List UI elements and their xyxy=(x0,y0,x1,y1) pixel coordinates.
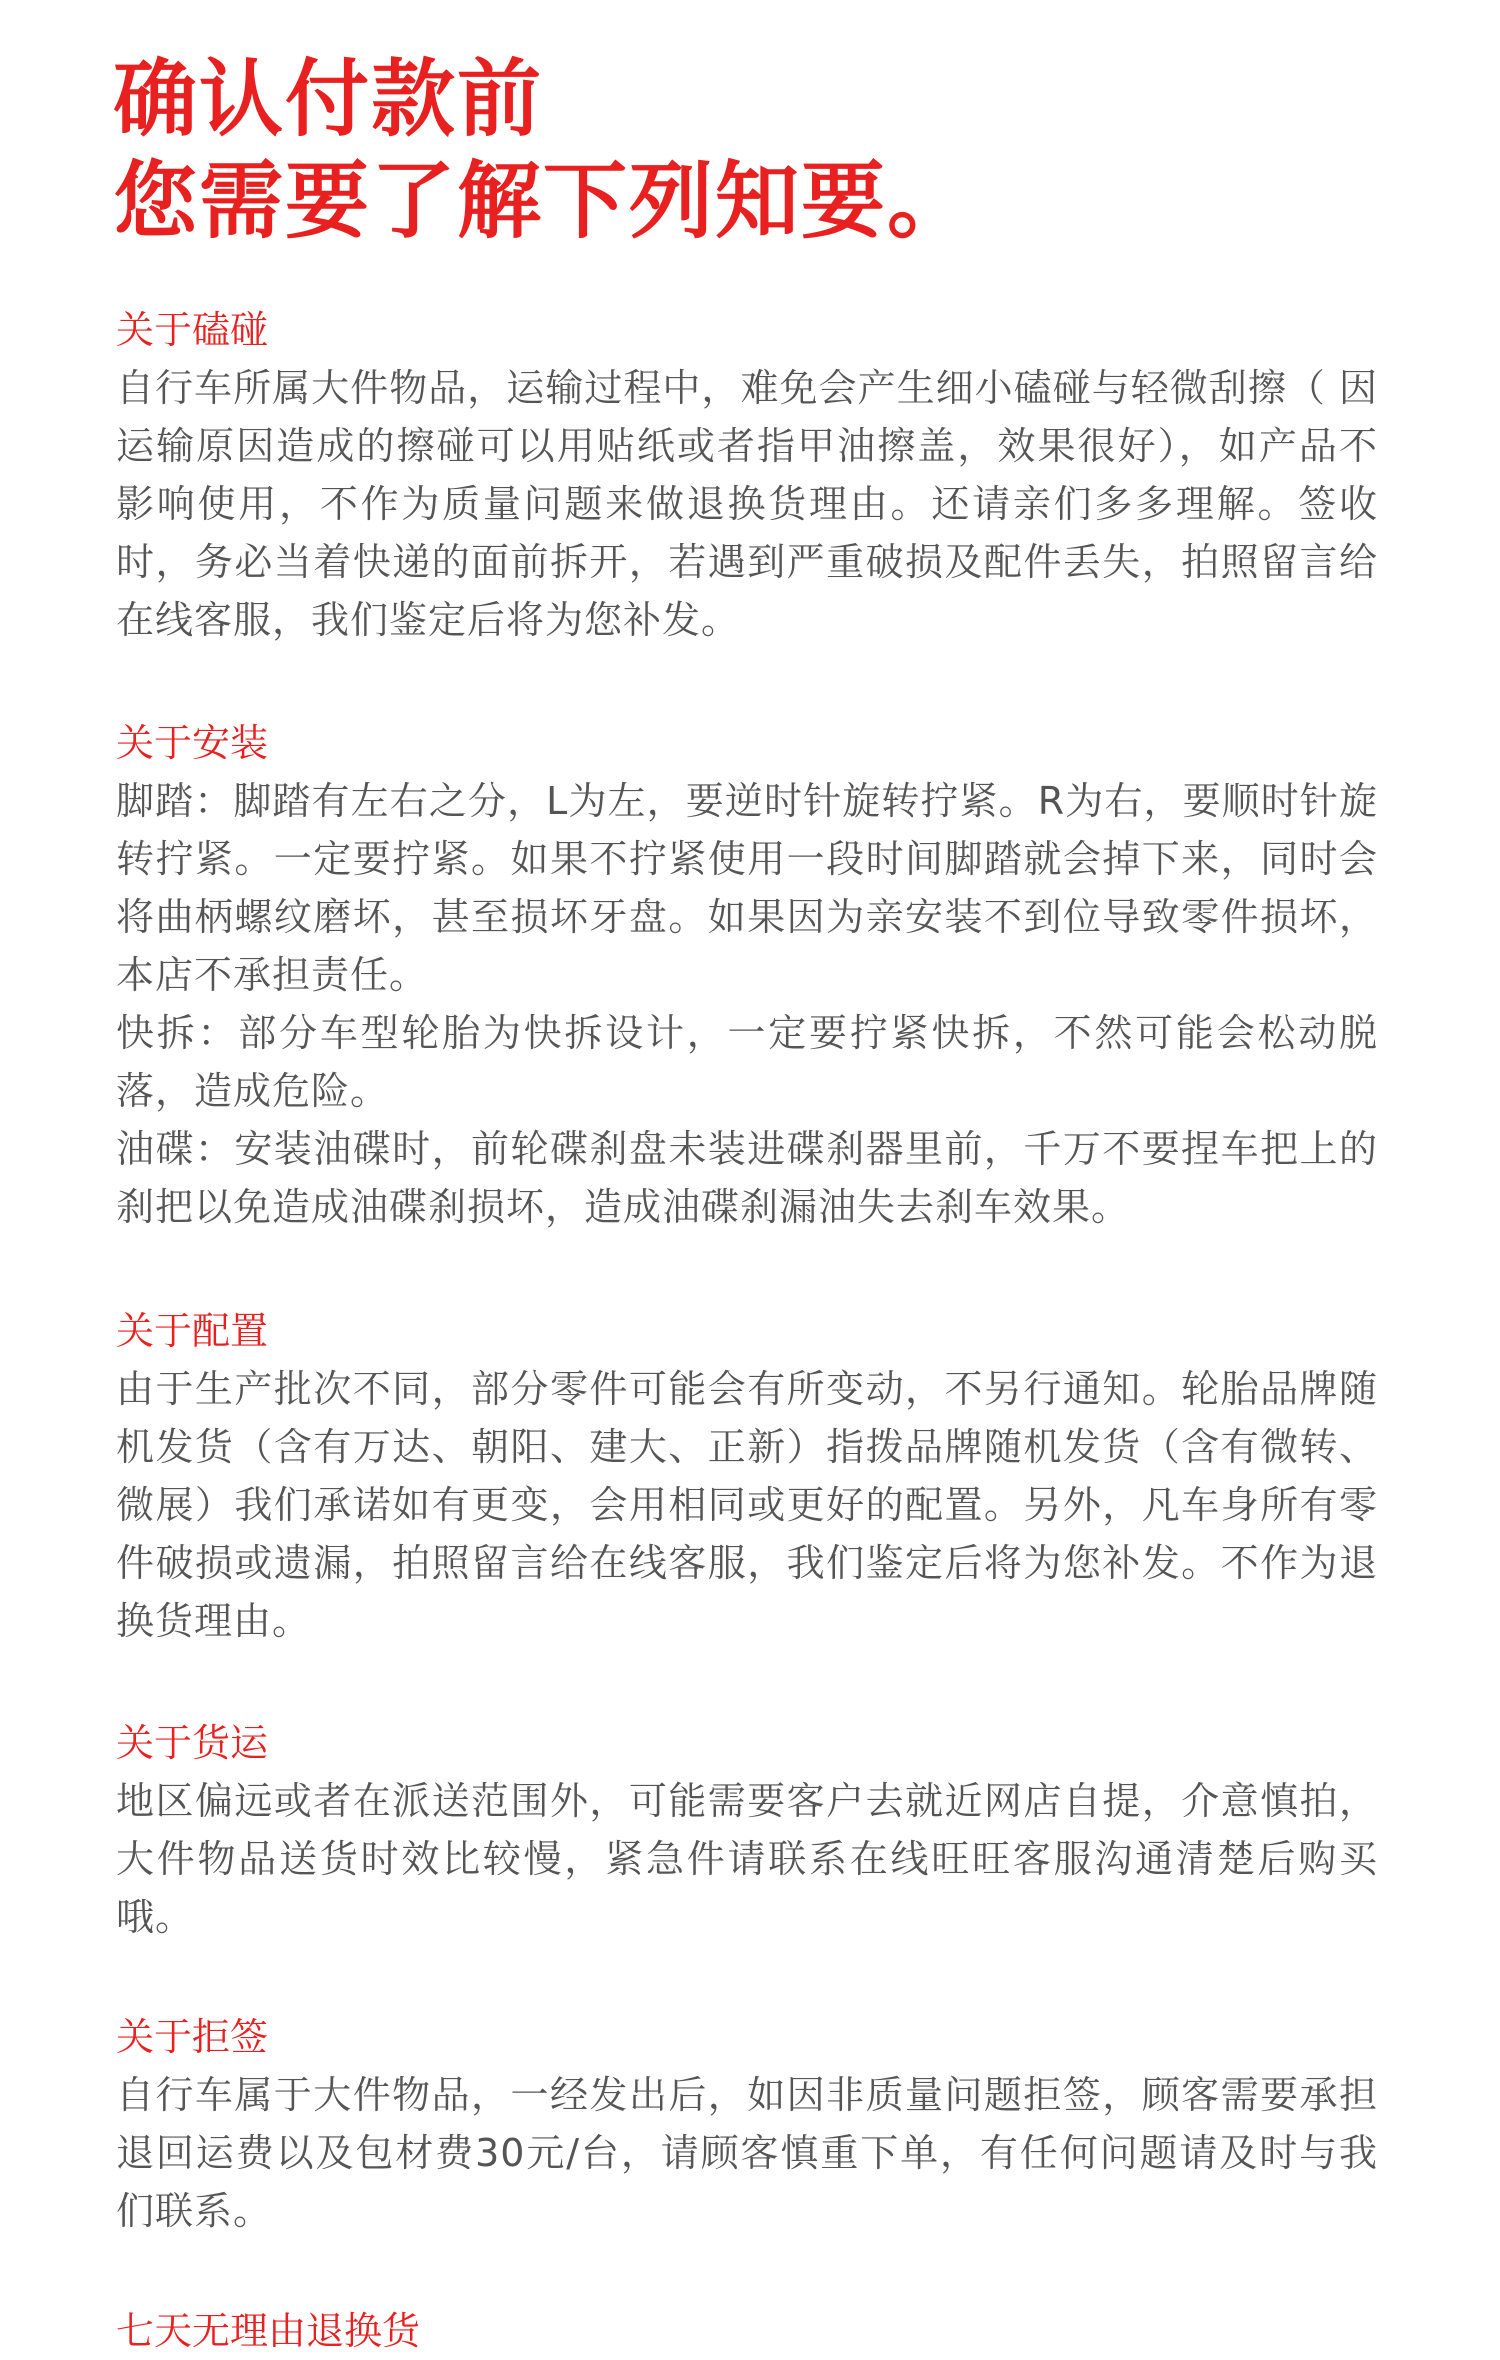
section-shipping-text: 地区偏远或者在派送范围外，可能需要客户去就近网店自提，介意慎拍，大件物品送货时效比较慢，紧急件请联系在线旺旺客服沟通清楚后购买哦。 xyxy=(116,1779,1378,1939)
section-configuration-text: 由于生产批次不同，部分零件可能会有所变动，不另行通知。轮胎品牌随机发货（含有万达、朝阳、建大、正新）指拨品牌随机发货（含有微转、微展）我们承诺如有更变，会用相同或更好的配置。另外，凡车身所有零件破损或遗漏，拍照留言给在线客服，我们鉴定后将为您补发。不作为退换货理由。 xyxy=(116,1367,1378,1643)
section-installation-quick-release-text: 快拆：部分车型轮胎为快拆设计，一定要拧紧快拆，不然可能会松动脱落，造成危险。 xyxy=(116,1011,1378,1113)
section-configuration xyxy=(116,1302,1378,1650)
section-title-shipping: 关于货运 xyxy=(116,1721,269,1765)
section-installation xyxy=(116,714,1378,1236)
section-title-collision: 关于磕碰 xyxy=(116,308,269,352)
headline-line-2: 您需要了解下列知要。 xyxy=(113,152,974,250)
section-collision xyxy=(116,301,1378,649)
section-title-returns: 七天无理由退换货 xyxy=(116,2309,421,2353)
section-refusal-text: 自行车属于大件物品，一经发出后，如因非质量问题拒签，顾客需要承担退回运费以及包材费30元/台，请顾客慎重下单，有任何问题请及时与我们联系。 xyxy=(116,2073,1378,2233)
headline-line-1: 确认付款前 xyxy=(113,50,544,148)
section-refusal xyxy=(116,2008,1378,2240)
section-title-configuration: 关于配置 xyxy=(116,1309,269,1353)
section-title-refusal: 关于拒签 xyxy=(116,2015,269,2059)
section-installation-pedal-text: 脚踏：脚踏有左右之分，L为左，要逆时针旋转拧紧。R为右，要顺时针旋转拧紧。一定要拧紧。如果不拧紧使用一段时间脚踏就会掉下来，同时会将曲柄螺纹磨坏，甚至损坏牙盘。如果因为亲安装不到位导致零件损坏，本店不承担责任。 xyxy=(116,779,1378,997)
page-header xyxy=(113,48,1413,252)
section-installation-disc-brake-text: 油碟：安装油碟时，前轮碟刹盘未装进碟刹器里前，千万不要捏车把上的刹把以免造成油碟刹损坏，造成油碟刹漏油失去刹车效果。 xyxy=(116,1127,1378,1229)
section-shipping xyxy=(116,1714,1378,1946)
section-collision-text: 自行车所属大件物品，运输过程中，难免会产生细小磕碰与轻微刮擦（ 因运输原因造成的擦碰可以用贴纸或者指甲油擦盖，效果很好），如产品不影响使用，不作为质量问题来做退换货理由。还请亲们多多理解。签收时，务必当着快递的面前拆开，若遇到严重破损及配件丢失，拍照留言给在线客服，我们鉴定后将为您补发。 xyxy=(116,366,1378,642)
section-title-installation: 关于安装 xyxy=(116,721,269,765)
section-returns xyxy=(116,2302,1378,2360)
